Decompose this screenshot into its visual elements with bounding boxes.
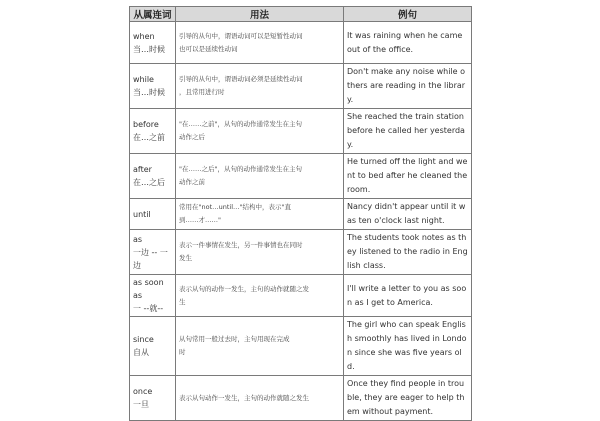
header-usage: 用法: [176, 7, 344, 22]
table-row: [130, 275, 472, 317]
conjunction-cell: as 一边 -- 一 边: [130, 230, 176, 275]
usage-cell: 表示一件事情在发生，另一件事情也在同时 发生: [176, 230, 344, 275]
example-cell: I'll write a letter to you as soon as I get to America.: [344, 275, 472, 317]
table-row: [130, 64, 472, 109]
conjunction-table: [129, 6, 472, 421]
example-cell: She reached the train station before he called her yesterday.: [344, 109, 472, 154]
table-row: [130, 376, 472, 421]
example-cell: Once they find people in trouble, they are eager to help them without payment.: [344, 376, 472, 421]
conjunction-cell: until: [130, 199, 176, 230]
conjunction-cell: once 一旦: [130, 376, 176, 421]
usage-cell: 引导的从句中，谓语动词必须是延续性动词 ，且常用进行时: [176, 64, 344, 109]
usage-cell: 常用在"not…until…"结构中，表示"直 到……才……": [176, 199, 344, 230]
example-cell: Nancy didn't appear until it was ten o'clock last night.: [344, 199, 472, 230]
example-cell: The students took notes as they listened to the radio in English class.: [344, 230, 472, 275]
header-conjunction: 从属连词: [130, 7, 176, 22]
table-header-row: [130, 7, 472, 22]
conjunction-cell: after 在…之后: [130, 154, 176, 199]
conjunction-cell: before 在…之前: [130, 109, 176, 154]
usage-cell: 引导的从句中，谓语动词可以是短暂性动词 也可以是延续性动词: [176, 22, 344, 64]
usage-cell: 表示从句动作一发生，主句的动作就随之发生: [176, 376, 344, 421]
table-row: [130, 317, 472, 376]
conjunction-cell: while 当…时候: [130, 64, 176, 109]
example-cell: It was raining when he came out of the office.: [344, 22, 472, 64]
example-cell: The girl who can speak English smoothly has lived in London since she was five years old.: [344, 317, 472, 376]
header-example: 例句: [344, 7, 472, 22]
example-cell: Don't make any noise while others are reading in the library.: [344, 64, 472, 109]
table-row: [130, 154, 472, 199]
usage-cell: 从句常用一般过去时，主句用现在完成 时: [176, 317, 344, 376]
table-row: [130, 22, 472, 64]
conjunction-cell: since 自从: [130, 317, 176, 376]
usage-cell: 表示从句的动作一发生，主句的动作就随之发 生: [176, 275, 344, 317]
conjunction-cell: as soon as 一 --就--: [130, 275, 176, 317]
example-cell: He turned off the light and went to bed after he cleaned the room.: [344, 154, 472, 199]
usage-cell: "在……之前"，从句的动作通常发生在主句 动作之后: [176, 109, 344, 154]
table-row: [130, 230, 472, 275]
conjunction-cell: when 当…时候: [130, 22, 176, 64]
usage-cell: "在……之后"，从句的动作通常发生在主句 动作之前: [176, 154, 344, 199]
table-row: [130, 199, 472, 230]
table-row: [130, 109, 472, 154]
